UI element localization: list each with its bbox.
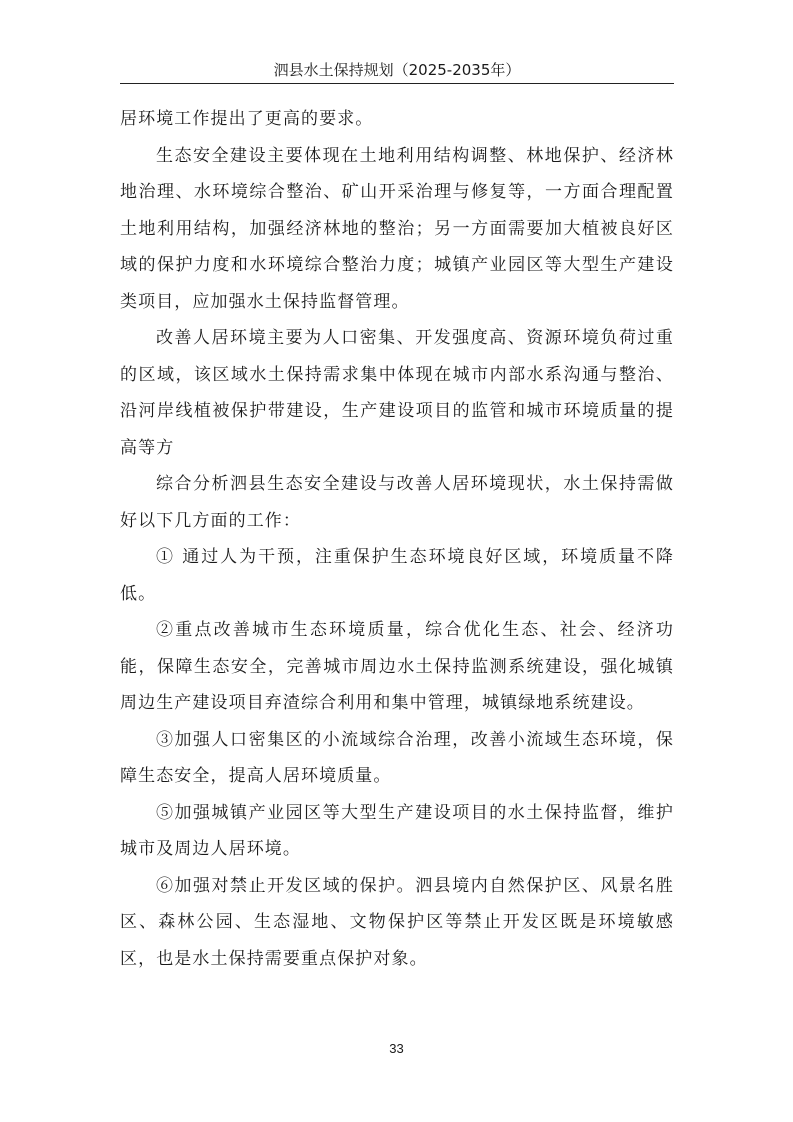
list-item-1: ① 通过人为干预，注重保护生态环境良好区域，环境质量不降低。 [120,547,674,604]
list-item-5: ⑤加强城镇产业园区等大型生产建设项目的水土保持监督，维护城市及周边人居环境。 [120,802,674,859]
paragraph-continuation: 居环境工作提出了更高的要求。 [120,109,374,129]
list-item-3: ③加强人口密集区的小流域综合治理，改善小流域生态环境，保障生态安全，提高人居环境质量。 [120,729,674,786]
paragraph-analysis-summary: 综合分析泗县生态安全建设与改善人居环境现状，水土保持需做好以下几方面的工作： [120,474,674,531]
list-item-6: ⑥加强对禁止开发区域的保护。泗县境内自然保护区、风景名胜区、森林公园、生态湿地、文物保护区等禁止开发区既是环境敏感区，也是水土保持需要重点保护对象。 [120,875,674,969]
page-header-title: 泗县水土保持规划（2025-2035年） [273,61,521,79]
header-divider [120,83,674,84]
paragraph-living-environment: 改善人居环境主要为人口密集、开发强度高、资源环境负荷过重的区域，该区域水土保持需求集中体现在城市内部水系沟通与整治、沿河岸线植被保护带建设，生产建设项目的监管和城市环境质量的提高等方 [120,328,674,458]
page-number: 33 [389,1041,404,1056]
paragraph-ecological-security: 生态安全建设主要体现在土地利用结构调整、林地保护、经济林地治理、水环境综合整治、矿山开采治理与修复等，一方面合理配置土地利用结构，加强经济林地的整治；另一方面需要加大植被良好区域的保护力度和水环境综合整治力度；城镇产业园区等大型生产建设类项目，应加强水土保持监督管理。 [120,145,674,312]
body-text [120,101,674,977]
list-item-2: ②重点改善城市生态环境质量，综合优化生态、社会、经济功能，保障生态安全，完善城市周边水土保持监测系统建设，强化城镇周边生产建设项目弃渣综合利用和集中管理，城镇绿地系统建设。 [120,620,674,713]
